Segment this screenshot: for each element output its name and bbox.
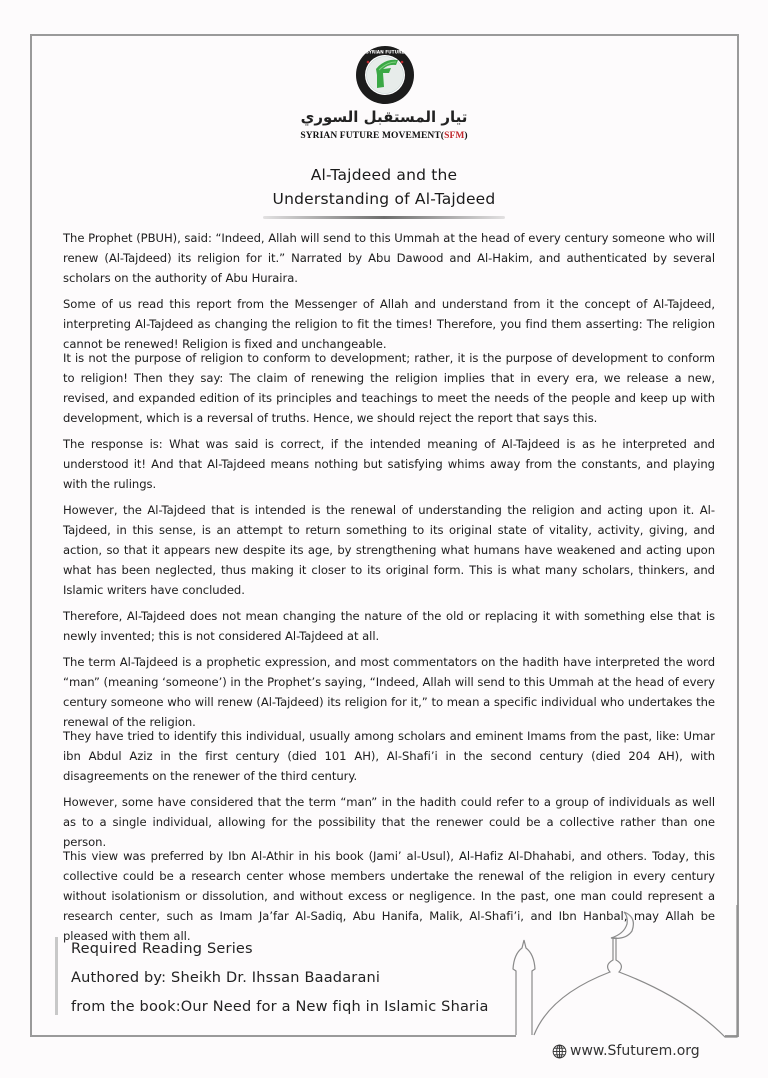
website-url[interactable]: www.Sfuturem.org (570, 1043, 700, 1059)
org-name-arabic: تيار المستقبل السوري (300, 108, 468, 126)
org-name-english (0, 131, 768, 141)
org-name-english-text: SYRIAN FUTURE MOVEMENT (300, 131, 441, 141)
paragraph: It is not the purpose of religion to conform to development; rather, it is the purpose of development to conform to religion! Then they say: The claim of renewing the religion implies that in every era, we release a new, revised, and expanded edition of its principles and teachings to meet the needs of the people and keep up with development, which is a reversal of truths. Hence, we should reject the report that says this. (63, 351, 715, 425)
article-title (0, 163, 768, 211)
article-body (63, 228, 715, 952)
paragraph: The term Al-Tajdeed is a prophetic expression, and most commentators on the hadith have interpreted the word “man” (meaning ‘someone’) in the Prophet’s saying, “Indeed, Allah will send to this Ummah at the head of every century someone who will renew (Al-Tajdeed) its religion for it,” to mean a specific individual who undertakes the renewal of the religion. (63, 655, 715, 729)
paragraph: Some of us read this report from the Messenger of Allah and understand from it the concept of Al-Tajdeed, interpreting Al-Tajdeed as changing the religion to fit the times! Therefore, you find them asserting: The religion cannot be renewed! Religion is fixed and unchangeable. (63, 297, 715, 351)
title-divider (263, 216, 505, 219)
article-title-line-2: Understanding of Al-Tajdeed (272, 190, 496, 208)
sfm-logo-icon (355, 45, 415, 105)
paragraph: The response is: What was said is correct, if the intended meaning of Al-Tajdeed is as he interpreted and understood it! And that Al-Tajdeed means nothing but satisfying whims away from the constants, and playing with the rulings. (63, 437, 715, 491)
author-label: Authored by: Sheikh Dr. Ihssan Baadarani (71, 970, 381, 986)
svg-text:SYRIAN FUTURE: SYRIAN FUTURE (365, 50, 405, 56)
paragraph: This view was preferred by Ibn Al-Athir in his book (Jami’ al-Usul), Al-Hafiz Al-Dhahabi, and others. Today, this collective could be a research center whose members undertake the renewal of the religion in every century without isolationism or dissolution, and without excess or negligence. In the past, one man could represent a research center, such as Imam Ja’far Al-Sadiq, Abu Hanifa, Malik, Al-Shafi’i, and Ibn Hanbal, may Allah be pleased with them all. (63, 849, 715, 943)
org-abbr-close: ) (464, 131, 468, 141)
website-link[interactable] (552, 1043, 700, 1059)
paragraph: They have tried to identify this individual, usually among scholars and eminent Imams from the past, like: Umar ibn Abdul Aziz in the first century (died 101 AH), Al-Shafi’i in the second century (died 204 AH), with disagreements on the renewer of the third century. (63, 729, 715, 783)
paragraph: Therefore, Al-Tajdeed does not mean changing the nature of the old or replacing it with something else that is newly invented; this is not considered Al-Tajdeed at all. (63, 609, 715, 643)
paragraph: The Prophet (PBUH), said: “Indeed, Allah will send to this Ummah at the head of every century someone who will renew (Al-Tajdeed) its religion for it.” Narrated by Abu Dawood and Al-Hakim, and authenticated by several scholars on the authority of Abu Huraira. (63, 231, 715, 285)
footer-accent-bar (55, 937, 58, 1015)
footer-credits (71, 935, 489, 1022)
mosque-outline-icon (500, 905, 745, 1040)
series-label: Required Reading Series (71, 941, 253, 957)
paragraph: However, some have considered that the term “man” in the hadith could refer to a group of individuals as well as to a single individual, allowing for the possibility that the renewer could be a collective rather than one person. (63, 795, 715, 849)
paragraph: However, the Al-Tajdeed that is intended is the renewal of understanding the religion and acting upon it. Al-Tajdeed, in this sense, is an attempt to return something to its original state of vitality, activity, giving, and action, so that it appears new despite its age, by strengthening what humans have weakened and acting upon what has been neglected, thus making it closer to its original form. This is what many scholars, thinkers, and Islamic writers have concluded. (63, 503, 715, 597)
page-border (30, 1035, 516, 1037)
source-label: from the book:Our Need for a New fiqh in Islamic Sharia (71, 999, 489, 1015)
page-border (30, 34, 738, 36)
org-abbr: SFM (444, 131, 465, 141)
article-title-line-1: Al-Tajdeed and the (310, 166, 458, 184)
org-abbr-open: ( (440, 131, 445, 141)
globe-icon (552, 1044, 567, 1059)
